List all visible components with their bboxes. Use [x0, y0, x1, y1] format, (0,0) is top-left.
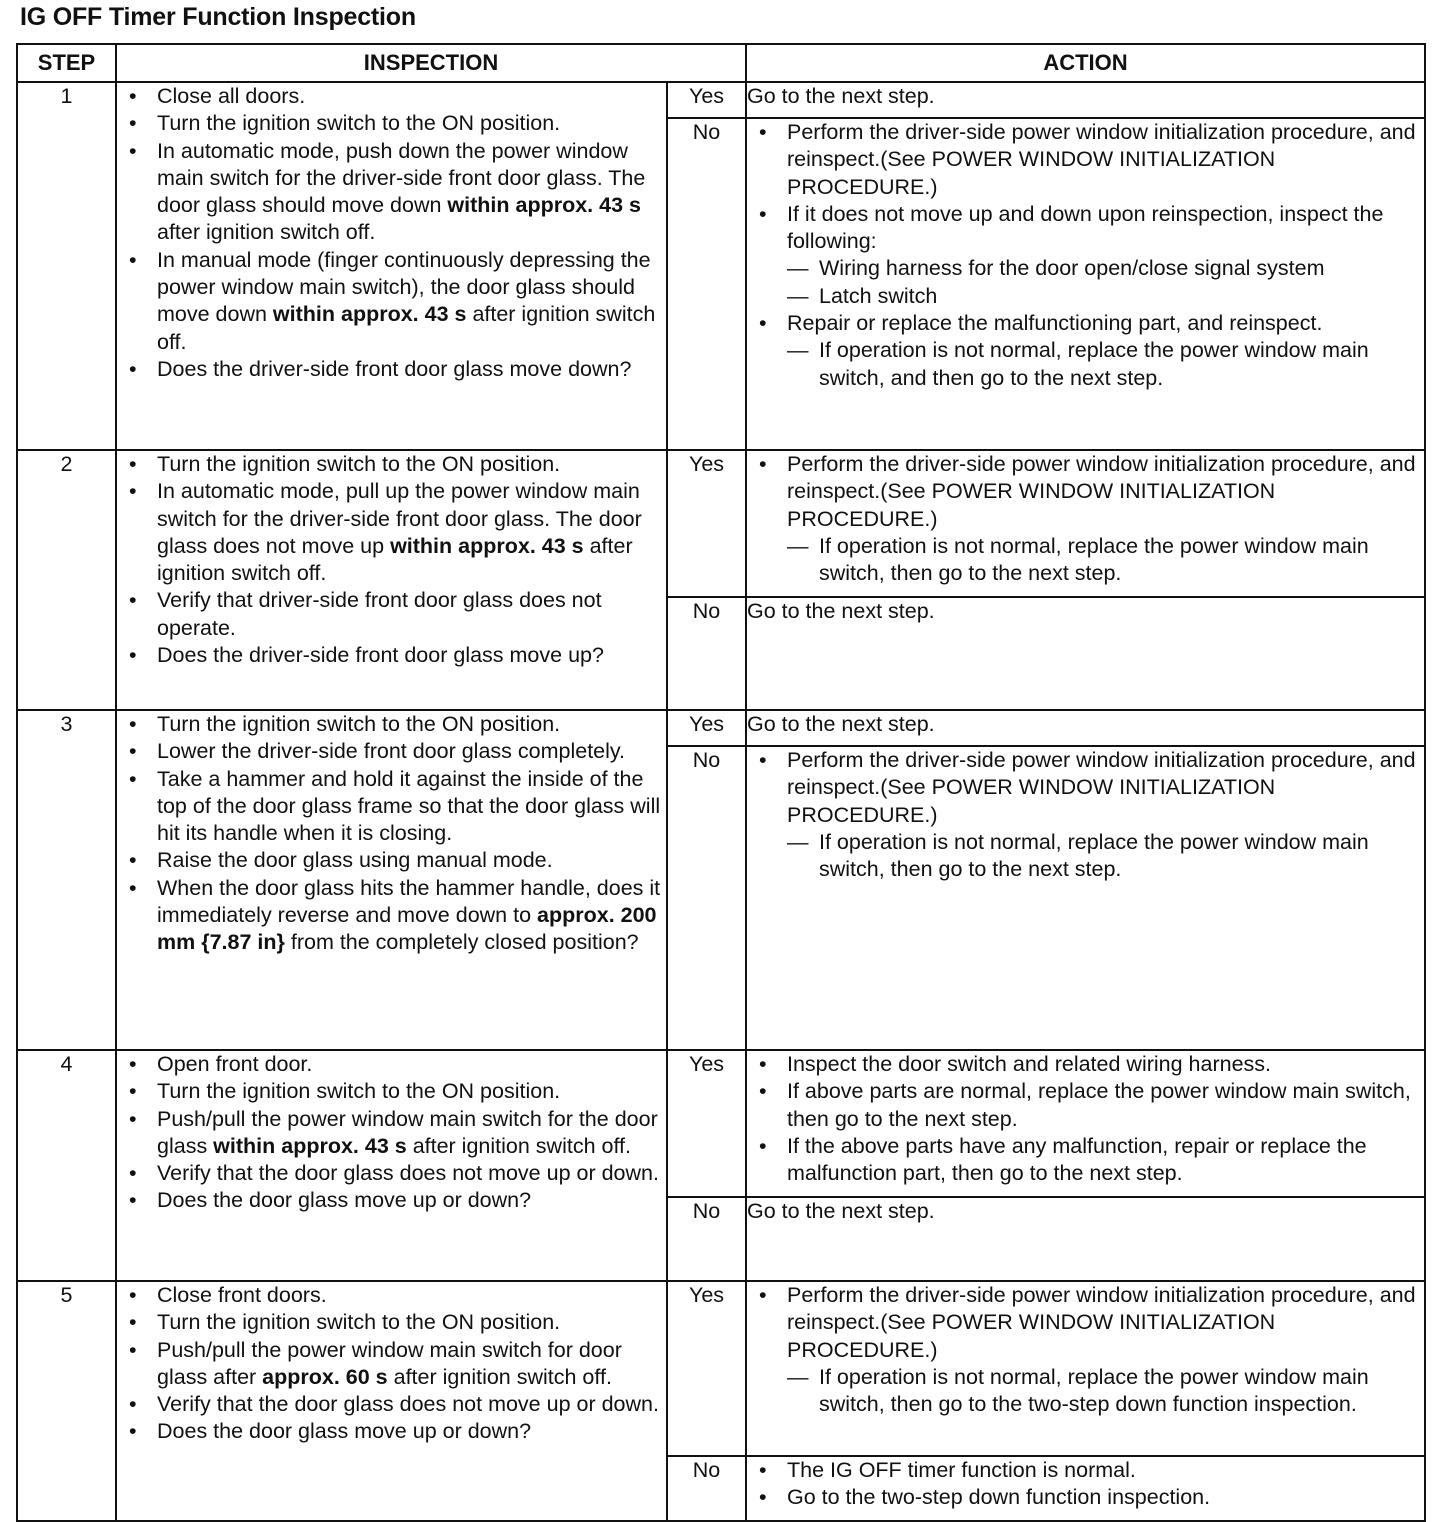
action-text: Go to the next step.	[747, 1199, 935, 1223]
step-row-yes	[17, 1050, 1425, 1197]
action-item-text: Inspect the door switch and related wiring harness.	[787, 1052, 1272, 1076]
action-item-text: Go to the two-step down function inspection.	[787, 1485, 1211, 1510]
inspection-text: after ignition switch off.	[157, 220, 376, 245]
action-sublist	[787, 533, 1424, 588]
inspection-text: Take a hammer and hold it against the inside of the top of the door glass frame so that the door glass will hit its handle when it is closing.	[157, 766, 661, 846]
action-item	[747, 119, 1424, 201]
yes-action-cell	[746, 82, 1425, 118]
inspection-text: Open front door.	[157, 1052, 313, 1076]
inspection-item	[117, 587, 666, 642]
inspection-item	[117, 1078, 666, 1105]
inspection-item	[117, 642, 666, 669]
inspection-item	[117, 1309, 666, 1336]
inspection-emphasis: approx. 60 s	[262, 1364, 388, 1389]
inspection-item	[117, 451, 666, 478]
action-list	[747, 119, 1424, 392]
action-list	[747, 1282, 1424, 1418]
inspection-item	[117, 1160, 666, 1187]
step-row-yes	[17, 710, 1425, 746]
action-item	[747, 1133, 1424, 1188]
action-subitem: — If operation is not normal, replace the power window main switch, then go to the two-step down function inspection.	[787, 1364, 1424, 1419]
inspection-item	[117, 83, 666, 110]
action-subitem: — If operation is not normal, replace the power window main switch, and then go to the next step.	[787, 337, 1424, 392]
action-item-text: If it does not move up and down upon reinspection, inspect the following:	[787, 201, 1384, 254]
inspection-text: Turn the ignition switch to the ON position.	[157, 1079, 561, 1104]
yes-label: Yes	[667, 710, 746, 746]
inspection-cell	[116, 450, 667, 710]
inspection-list	[117, 451, 666, 669]
inspection-text: Does the door glass move up or down?	[157, 1188, 532, 1213]
inspection-text: In automatic mode, push down the power window main switch for the driver-side front door glass. The door glass should move down	[157, 138, 646, 218]
inspection-item	[117, 138, 666, 247]
action-sublist	[787, 1364, 1424, 1419]
inspection-text: In automatic mode, pull up the power window main switch for the driver-side front door glass. The door glass does not move up	[157, 479, 642, 558]
yes-action-cell	[746, 450, 1425, 597]
no-action-cell	[746, 1456, 1425, 1521]
inspection-text: Turn the ignition switch to the ON position.	[157, 712, 561, 736]
action-item	[747, 1457, 1424, 1484]
no-label: No	[667, 746, 746, 1050]
action-sublist	[787, 829, 1424, 884]
inspection-list	[117, 1051, 666, 1215]
action-item-text: Perform the driver-side power window initialization procedure, and reinspect.(See POWER WINDOW INITIALIZATION PROCEDURE.)	[787, 1283, 1416, 1362]
action-item-text: Repair or replace the malfunctioning part, and reinspect.	[787, 311, 1323, 336]
inspection-text: Push/pull the power window main switch for the door glass	[157, 1106, 658, 1158]
inspection-item	[117, 1106, 666, 1161]
inspection-text: Push/pull the power window main switch for door glass after	[157, 1337, 622, 1389]
inspection-item	[117, 766, 666, 848]
inspection-text: Turn the ignition switch to the ON position.	[157, 111, 561, 136]
inspection-item	[117, 478, 666, 587]
step-row-yes	[17, 450, 1425, 597]
no-action-cell	[746, 746, 1425, 1050]
inspection-cell	[116, 82, 667, 450]
inspection-emphasis: within approx. 43 s	[272, 302, 467, 327]
action-item	[747, 451, 1424, 587]
inspection-text: When the door glass hits the hammer handle, does it immediately reverse and move down to	[157, 875, 661, 928]
inspection-text: Verify that the door glass does not move up or down.	[157, 1392, 659, 1417]
action-item	[747, 1484, 1424, 1511]
no-label: No	[667, 597, 746, 710]
inspection-text: Turn the ignition switch to the ON position.	[157, 1310, 561, 1335]
inspection-text: Verify that the door glass does not move up or down.	[157, 1161, 659, 1186]
action-subitem: — If operation is not normal, replace the power window main switch, then go to the next step.	[787, 829, 1424, 884]
inspection-text: Verify that driver-side front door glass does not operate.	[157, 588, 602, 640]
yes-action-cell	[746, 1281, 1425, 1456]
inspection-item	[117, 847, 666, 874]
yes-action-cell	[746, 1050, 1425, 1197]
inspection-item	[117, 1282, 666, 1309]
page-title: IG OFF Timer Function Inspection	[20, 3, 416, 31]
yes-label: Yes	[667, 82, 746, 118]
inspection-item	[117, 1337, 666, 1392]
inspection-list	[117, 711, 666, 957]
no-action-cell	[746, 118, 1425, 450]
inspection-emphasis: within approx. 43 s	[447, 193, 641, 218]
action-text: Go to the next step.	[747, 84, 935, 108]
step-number: 1	[17, 82, 116, 450]
inspection-item	[117, 1391, 666, 1418]
no-action-cell	[746, 1197, 1425, 1281]
step-number: 4	[17, 1050, 116, 1281]
inspection-text: Close all doors.	[157, 84, 306, 108]
inspection-item	[117, 1051, 666, 1078]
step-number: 5	[17, 1281, 116, 1521]
inspection-item	[117, 711, 666, 738]
yes-action-cell	[746, 710, 1425, 746]
inspection-item	[117, 356, 666, 383]
inspection-text: Does the driver-side front door glass move down?	[157, 356, 632, 381]
yes-label: Yes	[667, 450, 746, 597]
inspection-item	[117, 1418, 666, 1445]
inspection-text: after ignition switch off.	[157, 302, 656, 354]
action-item	[747, 201, 1424, 310]
no-action-cell	[746, 597, 1425, 710]
action-item	[747, 1078, 1424, 1133]
header-inspection: INSPECTION	[116, 44, 746, 82]
no-label: No	[667, 1197, 746, 1281]
action-item-text: Perform the driver-side power window initialization procedure, and reinspect.(See POWER WINDOW INITIALIZATION PROCEDURE.)	[787, 120, 1416, 199]
yes-label: Yes	[667, 1050, 746, 1197]
inspection-item	[117, 738, 666, 765]
inspection-item	[117, 110, 666, 137]
inspection-text: after ignition switch off.	[406, 1133, 631, 1158]
header-step: STEP	[17, 44, 116, 82]
inspection-text: Turn the ignition switch to the ON position.	[157, 452, 561, 476]
step-row-yes	[17, 1281, 1425, 1456]
inspection-list	[117, 1282, 666, 1446]
action-item	[747, 1051, 1424, 1078]
inspection-table	[16, 43, 1426, 1522]
action-item	[747, 310, 1424, 392]
inspection-text: Raise the door glass using manual mode.	[157, 848, 553, 873]
action-item-text: If above parts are normal, replace the power window main switch, then go to the next step.	[787, 1079, 1411, 1131]
action-list	[747, 1457, 1424, 1512]
action-sublist	[787, 337, 1424, 392]
action-item	[747, 1282, 1424, 1418]
inspection-emphasis: within approx. 43 s	[213, 1133, 407, 1158]
no-label: No	[667, 118, 746, 450]
inspection-text: In manual mode (finger continuously depressing the power window main switch), the door glass should move down	[157, 247, 651, 327]
action-item	[747, 747, 1424, 883]
inspection-item	[117, 875, 666, 957]
action-item-text: The IG OFF timer function is normal.	[787, 1458, 1136, 1482]
action-list	[747, 451, 1424, 587]
action-subitem: — If operation is not normal, replace the power window main switch, then go to the next step.	[787, 533, 1424, 588]
yes-label: Yes	[667, 1281, 746, 1456]
header-action: ACTION	[746, 44, 1425, 82]
action-list	[747, 747, 1424, 883]
inspection-emphasis: within approx. 43 s	[390, 533, 584, 558]
inspection-text: after ignition switch off.	[157, 533, 633, 586]
action-subitem: — Latch switch	[787, 283, 1424, 310]
action-item-text: Perform the driver-side power window initialization procedure, and reinspect.(See POWER WINDOW INITIALIZATION PROCEDURE.)	[787, 452, 1416, 531]
inspection-text: from the completely closed position?	[284, 930, 639, 955]
inspection-text: after ignition switch off.	[387, 1364, 612, 1389]
action-list	[747, 1051, 1424, 1187]
inspection-cell	[116, 1050, 667, 1281]
inspection-emphasis: approx. 200 mm {7.87 in}	[157, 903, 657, 955]
step-row-yes	[17, 82, 1425, 118]
action-text: Go to the next step.	[747, 712, 935, 736]
inspection-text: Does the driver-side front door glass move up?	[157, 643, 604, 668]
step-number: 3	[17, 710, 116, 1050]
header-row	[17, 44, 1425, 82]
action-subitem: — Wiring harness for the door open/close signal system	[787, 255, 1424, 282]
inspection-item	[117, 1187, 666, 1214]
inspection-text: Close front doors.	[157, 1283, 327, 1307]
action-text: Go to the next step.	[747, 599, 935, 623]
no-label: No	[667, 1456, 746, 1521]
action-item-text: Perform the driver-side power window initialization procedure, and reinspect.(See POWER WINDOW INITIALIZATION PROCEDURE.)	[787, 748, 1416, 827]
inspection-text: Does the door glass move up or down?	[157, 1419, 532, 1444]
inspection-cell	[116, 710, 667, 1050]
inspection-list	[117, 83, 666, 383]
action-item-text: If the above parts have any malfunction, repair or replace the malfunction part, then go to the next step.	[787, 1133, 1367, 1186]
step-number: 2	[17, 450, 116, 710]
action-sublist	[787, 255, 1424, 310]
inspection-text: Lower the driver-side front door glass completely.	[157, 739, 626, 764]
inspection-cell	[116, 1281, 667, 1521]
inspection-item	[117, 247, 666, 356]
